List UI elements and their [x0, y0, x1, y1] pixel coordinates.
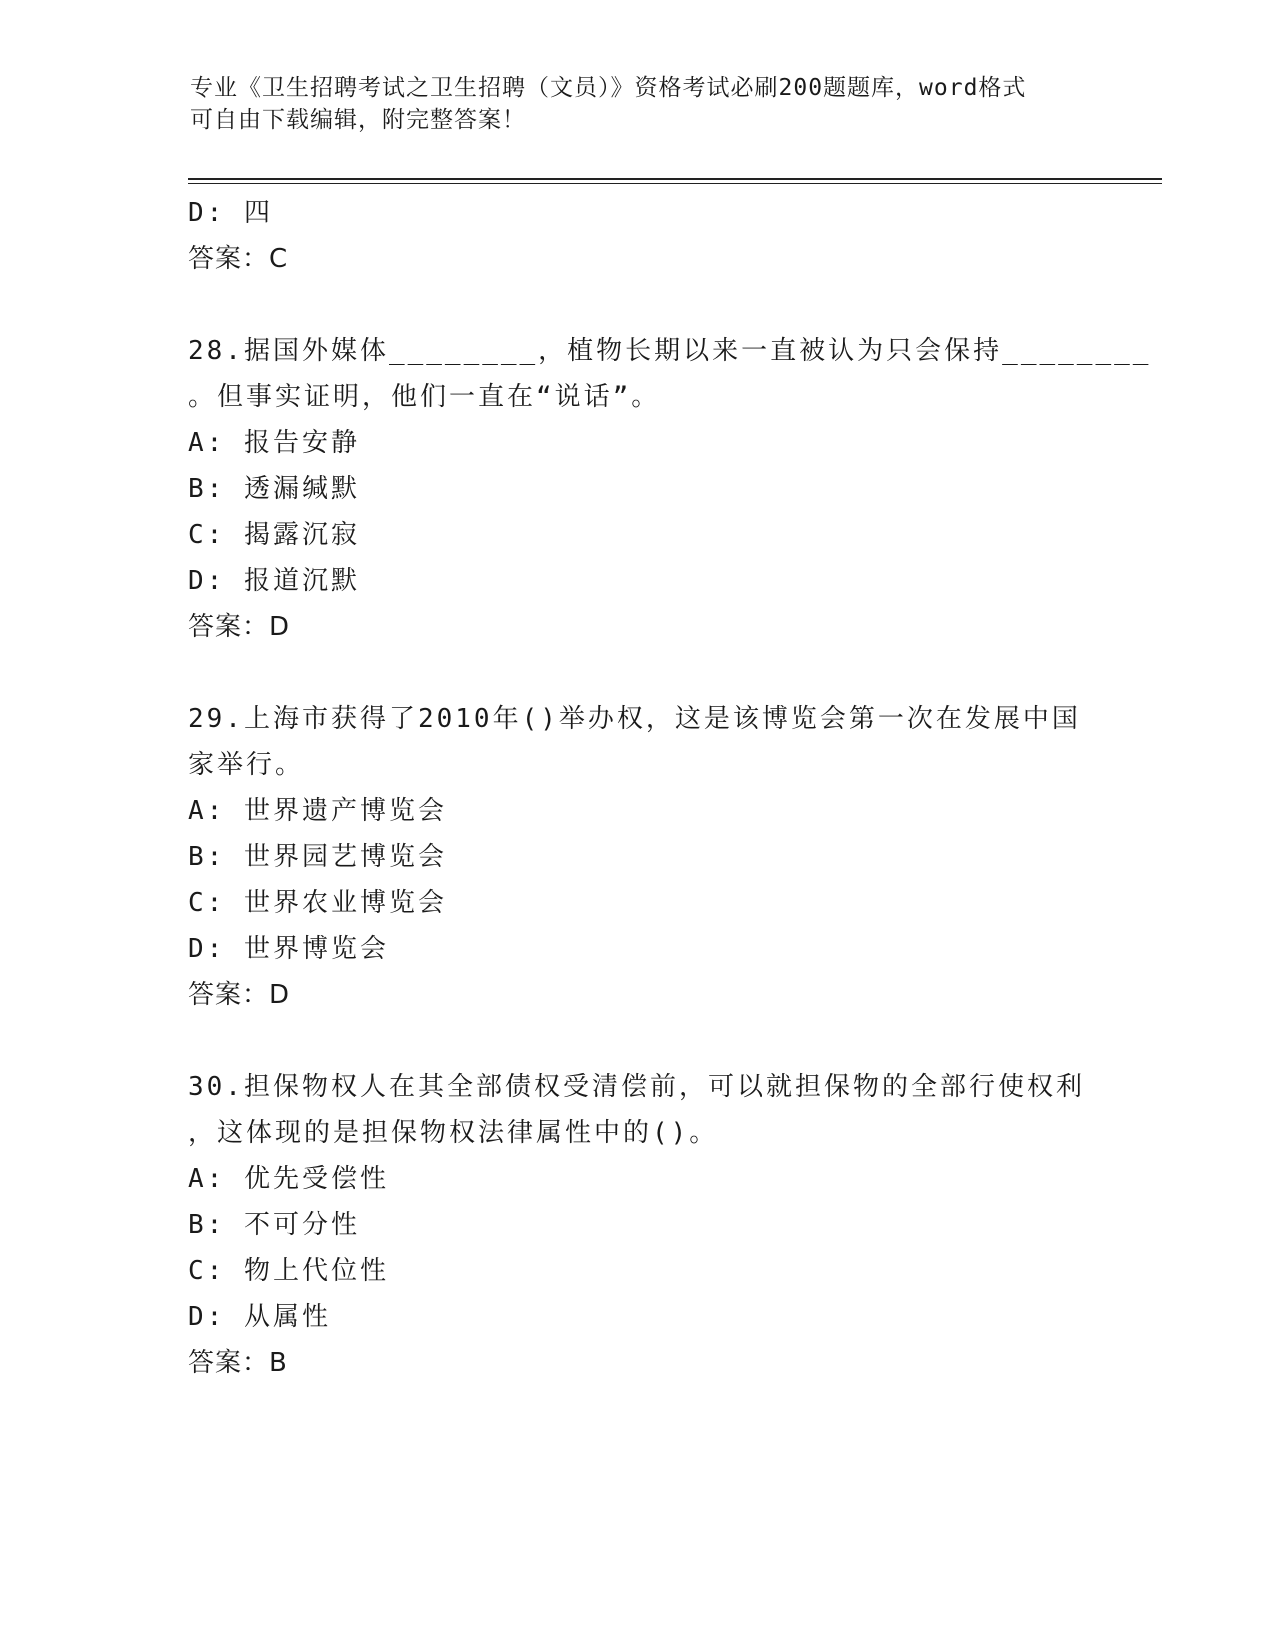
spacer — [188, 1018, 1088, 1064]
question-list — [188, 190, 1152, 1386]
spacer — [188, 650, 1088, 696]
option-b: B: 不可分性 — [188, 1210, 360, 1240]
header-divider-thin — [188, 183, 1162, 184]
option-a: A: 优先受偿性 — [188, 1164, 389, 1194]
question-stem: 28.据国外媒体________，植物长期以来一直被认为只会保持________ — [188, 336, 1152, 366]
question-stem: 29.上海市获得了2010年()举办权，这是该博览会第一次在发展中国 — [188, 704, 1081, 734]
question-30 — [188, 1064, 1088, 1386]
option-c: C: 世界农业博览会 — [188, 888, 447, 918]
option-c: C: 揭露沉寂 — [188, 520, 360, 550]
previous-answer: 答案：C — [188, 244, 289, 274]
question-28 — [188, 328, 1152, 650]
option-a: A: 报告安静 — [188, 428, 360, 458]
question-stem: 30.担保物权人在其全部债权受清偿前，可以就担保物的全部行使权利 — [188, 1072, 1085, 1102]
spacer — [188, 282, 1088, 328]
answer: 答案：D — [188, 612, 291, 642]
option-b: B: 世界园艺博览会 — [188, 842, 447, 872]
header-divider-thick — [188, 178, 1162, 180]
option-b: B: 透漏缄默 — [188, 474, 360, 504]
question-stem-continued: ，这体现的是担保物权法律属性中的()。 — [188, 1118, 719, 1148]
question-29 — [188, 696, 1088, 1018]
option-a: A: 世界遗产博览会 — [188, 796, 447, 826]
answer: 答案：B — [188, 1348, 288, 1378]
header-title-line-2: 可自由下载编辑，附完整答案！ — [190, 107, 526, 133]
option-c: C: 物上代位性 — [188, 1256, 389, 1286]
header-title-line-1: 专业《卫生招聘考试之卫生招聘（文员）》资格考试必刷200题题库，word格式 — [190, 75, 1027, 101]
option-d: D: 世界博览会 — [188, 934, 389, 964]
previous-option-d: D: 四 — [188, 198, 273, 228]
question-stem-continued: 。但事实证明，他们一直在“说话”。 — [188, 382, 661, 412]
option-d: D: 报道沉默 — [188, 566, 360, 596]
question-stem-continued: 家举行。 — [188, 750, 305, 780]
option-d: D: 从属性 — [188, 1302, 331, 1332]
document-header — [190, 72, 1090, 136]
answer: 答案：D — [188, 980, 291, 1010]
